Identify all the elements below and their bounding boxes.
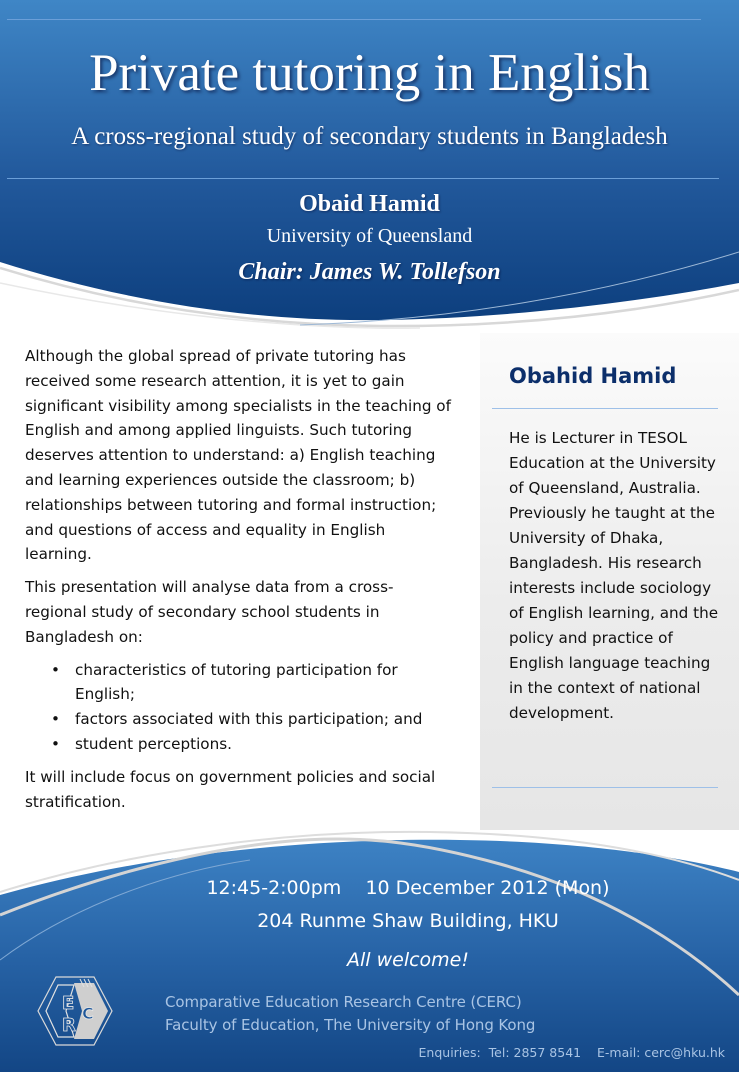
list-item — [51, 707, 455, 732]
svg-text:E: E — [62, 993, 75, 1014]
organizer-name: Comparative Education Research Centre (CERC) — [165, 993, 522, 1011]
enquiries-contact: Enquiries: Tel: 2857 8541 E-mail: cerc@hku.hk — [418, 1045, 725, 1060]
bio-divider-bottom — [492, 787, 718, 788]
bio-text: He is Lecturer in TESOL Education at the University of Queensland, Australia. Previously he taught at the University of Dhaka, Bangladesh. His research interests include sociology of English learning, and the policy and practice of English language teaching in the context of national development. — [509, 429, 719, 722]
abstract-paragraph: This presentation will analyse data from a cross-regional study of secondary school students in Bangladesh on: — [25, 578, 394, 646]
list-item-text: characteristics of tutoring participation for English; — [75, 660, 398, 704]
abstract-section — [25, 344, 455, 822]
bullet-icon: • — [51, 734, 60, 753]
speaker-affiliation: University of Queensland — [266, 225, 473, 247]
svg-text:R: R — [62, 1015, 76, 1036]
bio-heading: Obahid Hamid — [509, 364, 677, 388]
list-item — [51, 658, 455, 708]
cerc-logo-icon — [34, 975, 114, 1047]
bullet-icon: • — [51, 660, 60, 679]
header-divider-top — [7, 19, 701, 20]
event-venue: 204 Runme Shaw Building, HKU — [257, 910, 559, 932]
bullet-icon: • — [51, 710, 60, 729]
chair-name: Chair: James W. Tollefson — [238, 259, 501, 285]
page-title: Private tutoring in English — [89, 44, 650, 102]
organizer-faculty: Faculty of Education, The University of Hong Kong — [165, 1016, 536, 1034]
list-item-text: student perceptions. — [75, 734, 232, 753]
abstract-bullet-list — [25, 658, 455, 757]
abstract-paragraph: Although the global spread of private tutoring has received some research attention, it is yet to gain significant visibility among specialists in the teaching of English and among applied linguists. Such tutoring deserves attention to understand: a) English teaching and learning experiences outside the classroom; b) relationships between tutoring and formal instruction; and questions of access and equality in English learning. — [25, 347, 451, 564]
abstract-paragraph: It will include focus on government policies and social stratification. — [25, 767, 436, 811]
bio-divider-top — [492, 408, 718, 409]
list-item-text: factors associated with this participation; and — [75, 710, 423, 729]
event-time-date: 12:45-2:00pm 10 December 2012 (Mon) — [206, 877, 610, 899]
svg-text:C: C — [82, 1004, 94, 1023]
header-divider-middle — [7, 178, 719, 179]
speaker-bio-box — [480, 333, 739, 830]
speaker-name: Obaid Hamid — [299, 191, 440, 217]
welcome-text: All welcome! — [347, 949, 469, 971]
page-subtitle: A cross-regional study of secondary students in Bangladesh — [71, 123, 668, 150]
list-item — [51, 732, 455, 757]
